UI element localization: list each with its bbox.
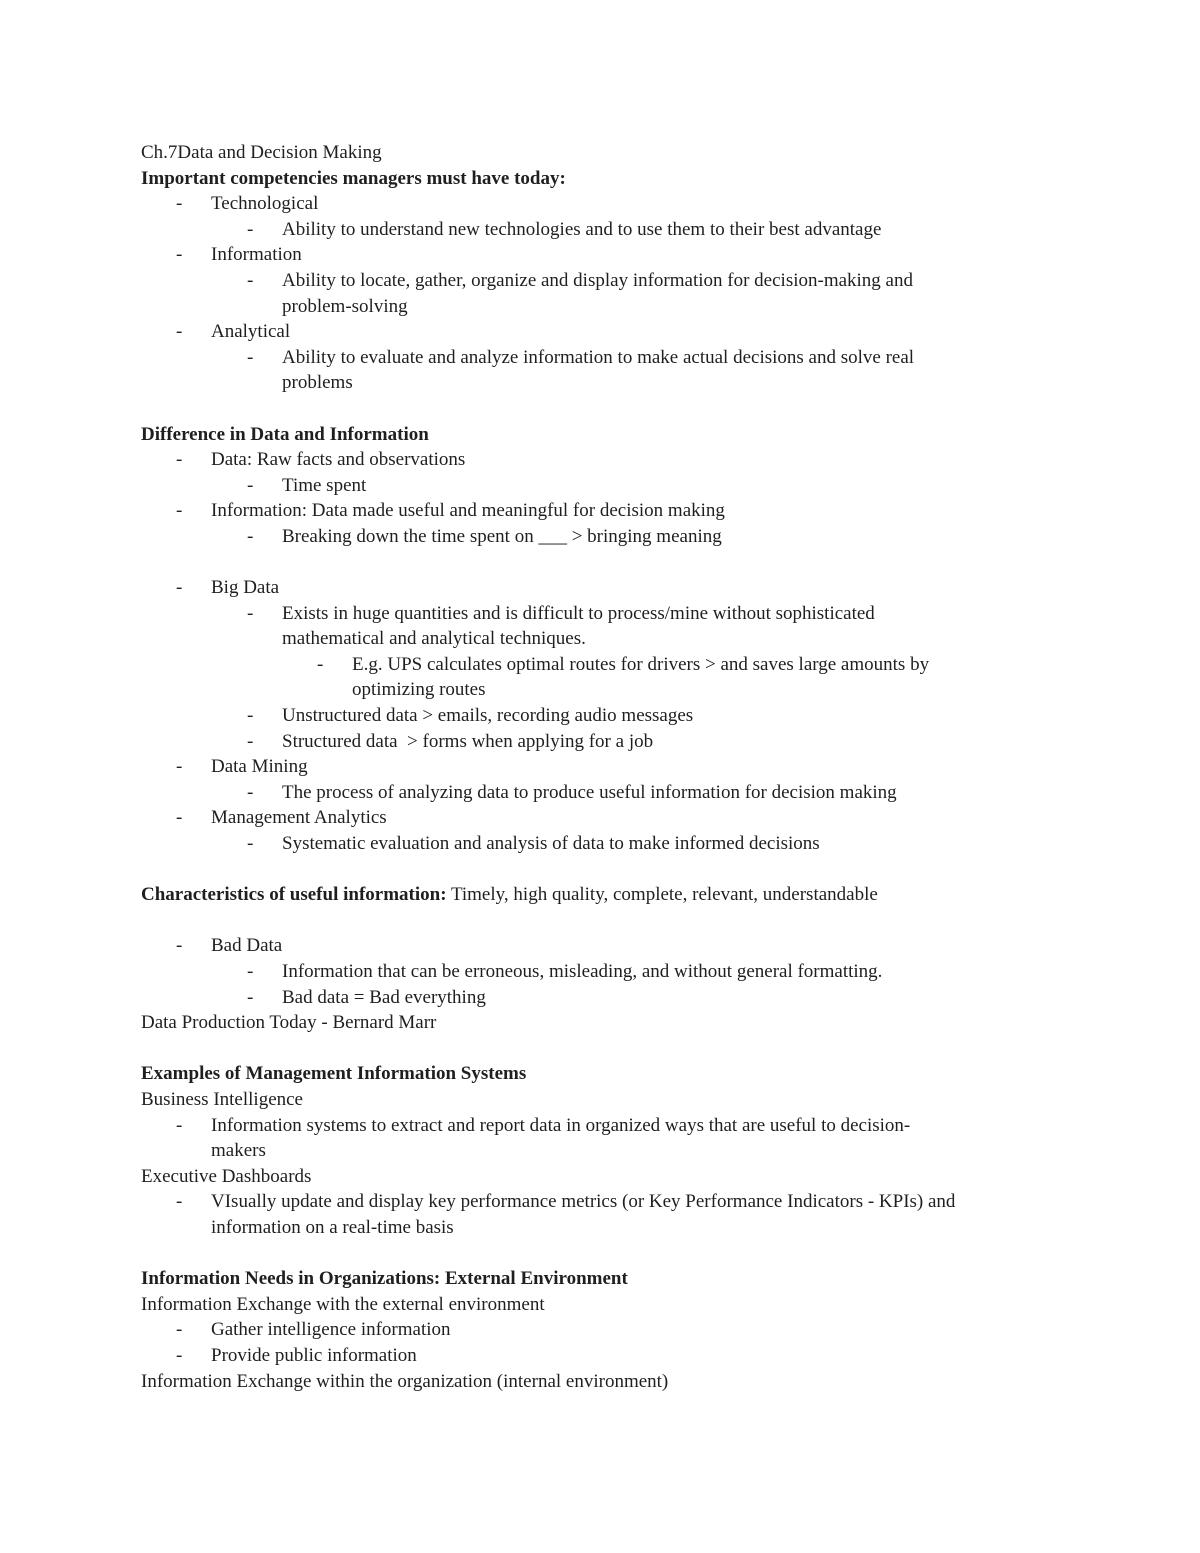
list-item: [141, 652, 1141, 678]
list-item: [141, 985, 1141, 1011]
list-item: [141, 447, 1141, 473]
bullet-dash: -: [247, 525, 254, 547]
bullet-dash: -: [247, 961, 254, 982]
document-page: [141, 140, 1141, 1394]
list-item-text: VIsually update and display key performance metrics (or Key Performance Indicators - KPIs) and: [211, 1191, 956, 1213]
list-item-text: Data: Raw facts and observations: [211, 449, 466, 471]
list-item-text: Unstructured data > emails, recording audio messages: [282, 705, 694, 727]
spacer: [141, 857, 1141, 883]
list-item-text: Information: [211, 244, 302, 266]
bullet-dash: -: [247, 474, 254, 496]
bullet-dash: -: [247, 781, 254, 803]
list-item: [141, 1189, 1141, 1215]
list-item: [141, 575, 1141, 601]
list-item: [141, 524, 1141, 550]
subheading-business-intelligence: Business Intelligence: [141, 1088, 303, 1110]
document-title: Ch.7Data and Decision Making: [141, 142, 382, 163]
bullet-dash: -: [176, 449, 183, 471]
bullet-dash: -: [247, 269, 254, 291]
list-item: [141, 959, 1141, 985]
list-item-continuation: information on a real-time basis: [211, 1216, 454, 1238]
bullet-dash: -: [247, 346, 254, 368]
list-item: [141, 242, 1141, 268]
list-item-text: Ability to evaluate and analyze information to make actual decisions and solve real: [282, 346, 915, 368]
list-item-text: Bad Data: [211, 935, 283, 957]
bullet-dash: -: [176, 935, 183, 957]
subheading-internal-exchange: Information Exchange within the organization (internal environment): [141, 1370, 669, 1392]
subheading-executive-dashboards: Executive Dashboards: [141, 1165, 312, 1187]
list-item: [141, 780, 1141, 806]
section-heading-competencies: Important competencies managers must have today:: [141, 167, 566, 189]
list-item: [141, 191, 1141, 217]
list-item-text: Information systems to extract and report data in organized ways that are useful to decision-: [211, 1114, 911, 1136]
bullet-dash: -: [176, 1344, 183, 1366]
spacer: [141, 1036, 1141, 1062]
list-item-continuation: optimizing routes: [352, 679, 486, 701]
characteristics-line: [141, 882, 1141, 908]
bullet-dash: -: [247, 986, 254, 1008]
list-item-text: Information that can be erroneous, misleading, and without general formatting.: [282, 961, 883, 982]
list-item-text: Analytical: [211, 321, 291, 343]
bullet-dash: -: [176, 577, 183, 599]
section-heading-data-vs-information: Difference in Data and Information: [141, 423, 429, 445]
bullet-dash: -: [176, 500, 183, 522]
list-item-text: E.g. UPS calculates optimal routes for drivers > and saves large amounts by: [352, 653, 930, 675]
list-item: [141, 805, 1141, 831]
list-item-text: Systematic evaluation and analysis of data to make informed decisions: [282, 833, 820, 855]
list-item: [141, 217, 1141, 243]
list-item-text: Information: Data made useful and meaningful for decision making: [211, 500, 725, 522]
list-item: [141, 1113, 1141, 1139]
list-item-text: The process of analyzing data to produce useful information for decision making: [282, 781, 897, 803]
list-item: [141, 1317, 1141, 1343]
list-item-continuation: mathematical and analytical techniques.: [282, 628, 586, 650]
data-production-line: Data Production Today - Bernard Marr: [141, 1012, 437, 1034]
list-item-text: Data Mining: [211, 756, 308, 778]
bullet-dash: -: [176, 1319, 183, 1341]
bullet-dash: -: [247, 218, 254, 240]
bullet-dash: -: [247, 833, 254, 855]
list-item-text: Gather intelligence information: [211, 1319, 451, 1341]
spacer: [141, 396, 1141, 422]
list-item-continuation: problems: [282, 372, 353, 394]
bullet-dash: -: [176, 193, 183, 215]
list-item: [141, 703, 1141, 729]
list-item: [141, 268, 1141, 294]
subheading-external-exchange: Information Exchange with the external environment: [141, 1293, 545, 1315]
list-item-text: Bad data = Bad everything: [282, 986, 486, 1008]
bullet-dash: -: [317, 653, 324, 675]
list-item-continuation: problem-solving: [282, 295, 408, 317]
section-heading-mis-examples: Examples of Management Information Systems: [141, 1063, 527, 1085]
spacer: [141, 1241, 1141, 1267]
bullet-dash: -: [247, 730, 254, 752]
list-item-text: Time spent: [282, 474, 367, 496]
bullet-dash: -: [247, 602, 254, 624]
bullet-dash: -: [176, 807, 183, 829]
list-item: [141, 933, 1141, 959]
section-heading-characteristics: Characteristics of useful information:: [141, 884, 447, 906]
list-item-continuation: makers: [211, 1140, 266, 1162]
list-item: [141, 1343, 1141, 1369]
list-item: [141, 473, 1141, 499]
list-item: [141, 601, 1141, 627]
list-item-text: Breaking down the time spent on ___ > bringing meaning: [282, 525, 722, 547]
list-item-text: Exists in huge quantities and is difficult to process/mine without sophisticated: [282, 602, 875, 624]
list-item-text: Management Analytics: [211, 807, 387, 829]
list-item-text: Technological: [211, 193, 319, 215]
bullet-dash: -: [176, 1191, 183, 1213]
list-item: [141, 498, 1141, 524]
bullet-dash: -: [176, 1114, 183, 1136]
bullet-dash: -: [247, 705, 254, 727]
bullet-dash: -: [176, 321, 183, 343]
list-item-text: Structured data > forms when applying for a job: [282, 730, 654, 752]
list-item-text: Ability to understand new technologies and to use them to their best advantage: [282, 218, 882, 240]
list-item-text: Provide public information: [211, 1344, 417, 1366]
list-item: [141, 319, 1141, 345]
list-item: [141, 345, 1141, 371]
spacer: [141, 550, 1141, 576]
list-item: [141, 729, 1141, 755]
spacer: [141, 908, 1141, 934]
list-item-text: Ability to locate, gather, organize and display information for decision-making and: [282, 269, 913, 291]
section-heading-information-needs: Information Needs in Organizations: External Environment: [141, 1268, 628, 1290]
list-item-text: Big Data: [211, 577, 280, 599]
characteristics-text: Timely, high quality, complete, relevant, understandable: [446, 884, 878, 906]
list-item: [141, 831, 1141, 857]
list-item: [141, 754, 1141, 780]
bullet-dash: -: [176, 244, 183, 266]
bullet-dash: -: [176, 756, 183, 778]
